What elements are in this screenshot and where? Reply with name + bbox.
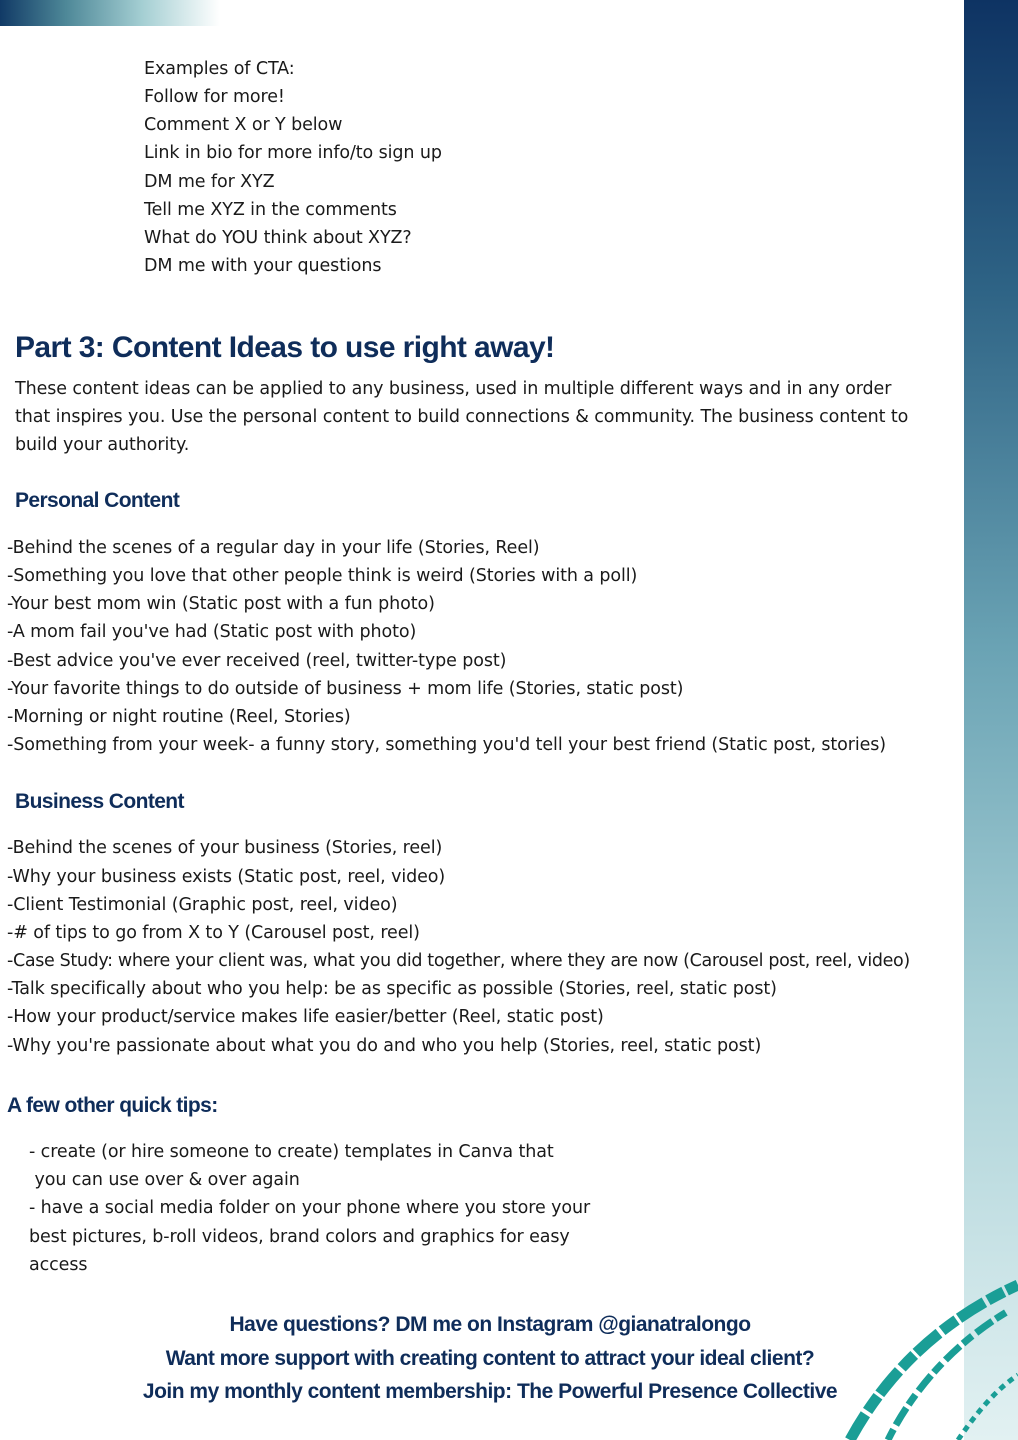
list-item: -Case Study: where your client was, what you did together, where they are now (Carousel post, reel, video) <box>7 951 910 971</box>
footer-cta <box>140 1308 840 1409</box>
list-item: -Something from your week- a funny story, something you'd tell your best friend (Static post, stories) <box>7 735 887 755</box>
cta-item: DM me for XYZ <box>144 172 275 192</box>
footer-line: Have questions? DM me on Instagram @gianatralongo <box>229 1313 751 1336</box>
cta-item: Tell me XYZ in the comments <box>144 200 397 220</box>
cta-item: Comment X or Y below <box>144 115 343 135</box>
list-item: -Behind the scenes of your business (Stories, reel) <box>7 838 443 858</box>
list-item: -Talk specifically about who you help: be as specific as possible (Stories, reel, static post) <box>7 979 777 999</box>
list-item: -Why you're passionate about what you do and who you help (Stories, reel, static post) <box>7 1036 762 1056</box>
list-item: -Why your business exists (Static post, reel, video) <box>7 867 446 887</box>
tips-heading: A few other quick tips: <box>7 1094 218 1117</box>
list-item: -A mom fail you've had (Static post with photo) <box>7 622 417 642</box>
list-item: -Best advice you've ever received (reel, twitter-type post) <box>7 651 507 671</box>
cta-item: What do YOU think about XYZ? <box>144 228 412 248</box>
list-item: -# of tips to go from X to Y (Carousel post, reel) <box>7 923 420 943</box>
cta-item: Follow for more! <box>144 87 285 107</box>
list-item: -Your favorite things to do outside of business + mom life (Stories, static post) <box>7 679 684 699</box>
tip-line: best pictures, b-roll videos, brand colors and graphics for easy <box>29 1227 570 1247</box>
tip-line: - have a social media folder on your phone where you store your <box>29 1198 591 1218</box>
intro-line: build your authority. <box>15 435 190 455</box>
list-item: -Something you love that other people think is weird (Stories with a poll) <box>7 566 638 586</box>
cta-item: DM me with your questions <box>144 256 382 276</box>
footer-line: Want more support with creating content to attract your ideal client? <box>165 1346 815 1370</box>
personal-heading: Personal Content <box>15 489 180 512</box>
list-item: -Morning or night routine (Reel, Stories) <box>7 707 351 727</box>
brush-stroke-decoration <box>840 1275 1018 1440</box>
tip-line: - create (or hire someone to create) templates in Canva that <box>29 1142 554 1162</box>
tip-line: you can use over & over again <box>29 1170 300 1190</box>
list-item: -Client Testimonial (Graphic post, reel, video) <box>7 895 398 915</box>
intro-line: These content ideas can be applied to any business, used in multiple different ways and in any order <box>15 379 892 399</box>
list-item: -How your product/service makes life easier/better (Reel, static post) <box>7 1007 604 1027</box>
intro-line: that inspires you. Use the personal content to build connections & community. The business content to <box>15 407 909 427</box>
footer-line: Join my monthly content membership: The Powerful Presence Collective <box>142 1380 838 1403</box>
list-item: -Behind the scenes of a regular day in your life (Stories, Reel) <box>7 538 540 558</box>
cta-title: Examples of CTA: <box>144 59 295 79</box>
tip-line: access <box>29 1255 88 1275</box>
business-heading: Business Content <box>15 790 184 813</box>
side-gradient-bar <box>964 0 1018 1440</box>
cta-item: Link in bio for more info/to sign up <box>144 143 442 163</box>
top-gradient-bar <box>0 0 220 26</box>
part3-heading: Part 3: Content Ideas to use right away! <box>15 331 555 364</box>
list-item: -Your best mom win (Static post with a fun photo) <box>7 594 435 614</box>
